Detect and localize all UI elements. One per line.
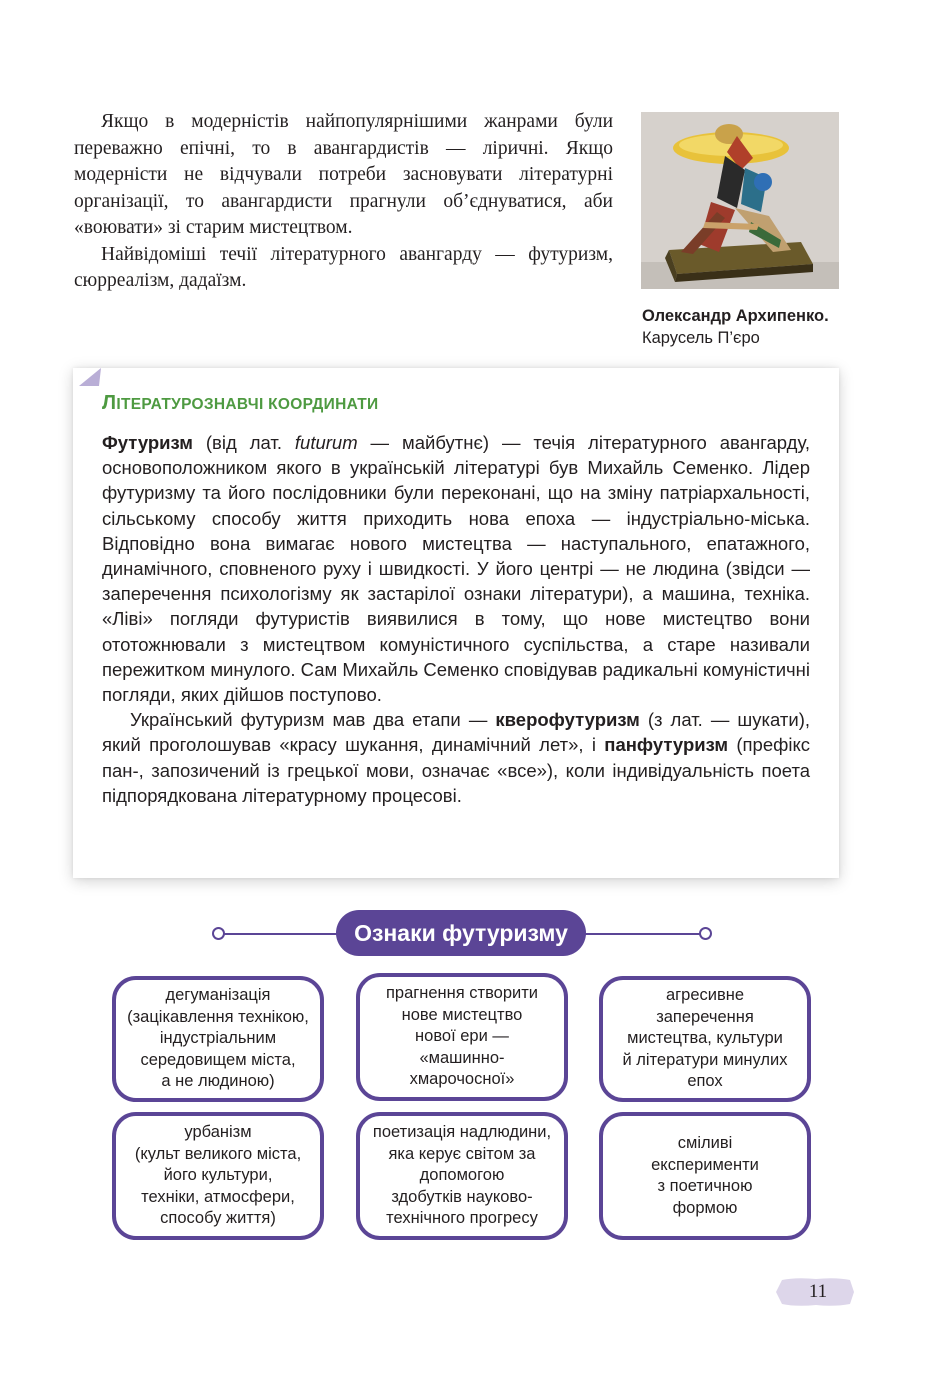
stages-paragraph xyxy=(102,707,810,808)
sign-card-text: прагнення створити нове мистецтво нової ери — «машинно- хмарочосної» xyxy=(385,984,539,1089)
sign-card-text: поетизація надлюдини, яка керує світом за допомогою здобутків науково- технічного прогресу xyxy=(372,1123,552,1228)
stages-text-1: Український футуризм мав два етапи — xyxy=(130,709,496,731)
intro-text xyxy=(74,109,613,295)
stages-text-3: (префікс пан-, запозичений із грецької мови, означає «все»), коли індивідуальність поета підпорядкована літературному процесові. xyxy=(102,734,810,806)
sign-card-dehumanization xyxy=(112,976,324,1102)
sign-card-rejection xyxy=(599,976,811,1102)
page-number-tab xyxy=(776,1276,854,1308)
sign-card-text: урбанізм (культ великого міста, його культури, техніки, атмосфери, способу життя) xyxy=(134,1123,302,1228)
definition-text-2: — майбутнє) — течія літературного авангарду, основоположником якого в українській літературі був Михайль Семенко. Лідер футуризму та його послідовники були переконані, що на зміну патріархальності, сільському способу життя приходить нова епоха — індустріально-міська. Відповідно вона вимагає нового мистецтва — наступального, епатажного, динамічного, сповненого руху і швидкості. У його центрі — не людина (звідси — заперечення психологізму як застарілої ознаки літератури), а машина, техніка. «Ліві» погляди футуристів виявилися в тому, що нове мистецтво вони ототожнювали з мистецтвом комуністичного суспільства, а старе називали пережитком минулого. Сам Михайль Семенко сповідував радикальні комуністичні погляди, яких дійшов поступово. xyxy=(102,432,811,706)
term-panfuturism: панфутуризм xyxy=(604,734,729,756)
stages-text-2: (з лат. — шукати), який проголошував «красу шукання, динамічний лет», і xyxy=(102,709,810,756)
page-number: 11 xyxy=(808,1281,828,1302)
sign-card-superman xyxy=(356,1112,568,1240)
sculpture-photo xyxy=(641,112,839,289)
sign-card-text: дегуманізація (зацікавлення технікою, індустріальним середовищем міста, а не людиною) xyxy=(127,986,309,1091)
intro-paragraph-2: Найвідоміші течії літературного авангарду — футуризм, сюрреалізм, дадаїзм. xyxy=(74,243,613,291)
box-title-initial: Л xyxy=(102,392,117,414)
latin-word: futurum xyxy=(294,432,358,453)
signs-header xyxy=(212,908,712,960)
sign-card-experiments xyxy=(599,1112,811,1240)
right-dot-icon xyxy=(699,927,712,940)
sign-card-text: агресивне заперечення мистецтва, культури й літератури минулих епох xyxy=(622,986,788,1091)
left-dot-icon xyxy=(212,927,225,940)
signs-title: Ознаки футуризму xyxy=(336,910,586,956)
intro-paragraph-1: Якщо в модерністів найпопулярнішими жанрами були переважно епічні, то в авангардистів — ліричні. Якщо модерністи не відчували потреби засновувати літературні організації, то авангардисти прагнули об’єднуватися, аби «воювати» зі старим мистецтвом. xyxy=(74,111,613,238)
sign-card-new-art xyxy=(356,973,568,1101)
box-title xyxy=(102,392,379,415)
caption-author: Олександр Архипенко. xyxy=(642,307,829,325)
term-kverofuturism: кверофутуризм xyxy=(495,709,640,731)
sign-card-text: сміливі експерименти з поетичною формою xyxy=(651,1134,759,1217)
caption-work: Карусель П’єро xyxy=(642,329,760,347)
literary-coordinates-box xyxy=(73,368,839,878)
definition-paragraph xyxy=(102,430,810,707)
term-futurism: Футуризм xyxy=(102,432,193,453)
box-body xyxy=(102,430,810,808)
box-title-rest: ІТЕРАТУРОЗНАВЧІ КООРДИНАТИ xyxy=(116,396,379,413)
definition-text-1: (від лат. xyxy=(192,432,295,453)
figure-caption xyxy=(642,305,882,349)
sign-card-urbanism xyxy=(112,1112,324,1240)
sculpture-image xyxy=(641,112,839,289)
